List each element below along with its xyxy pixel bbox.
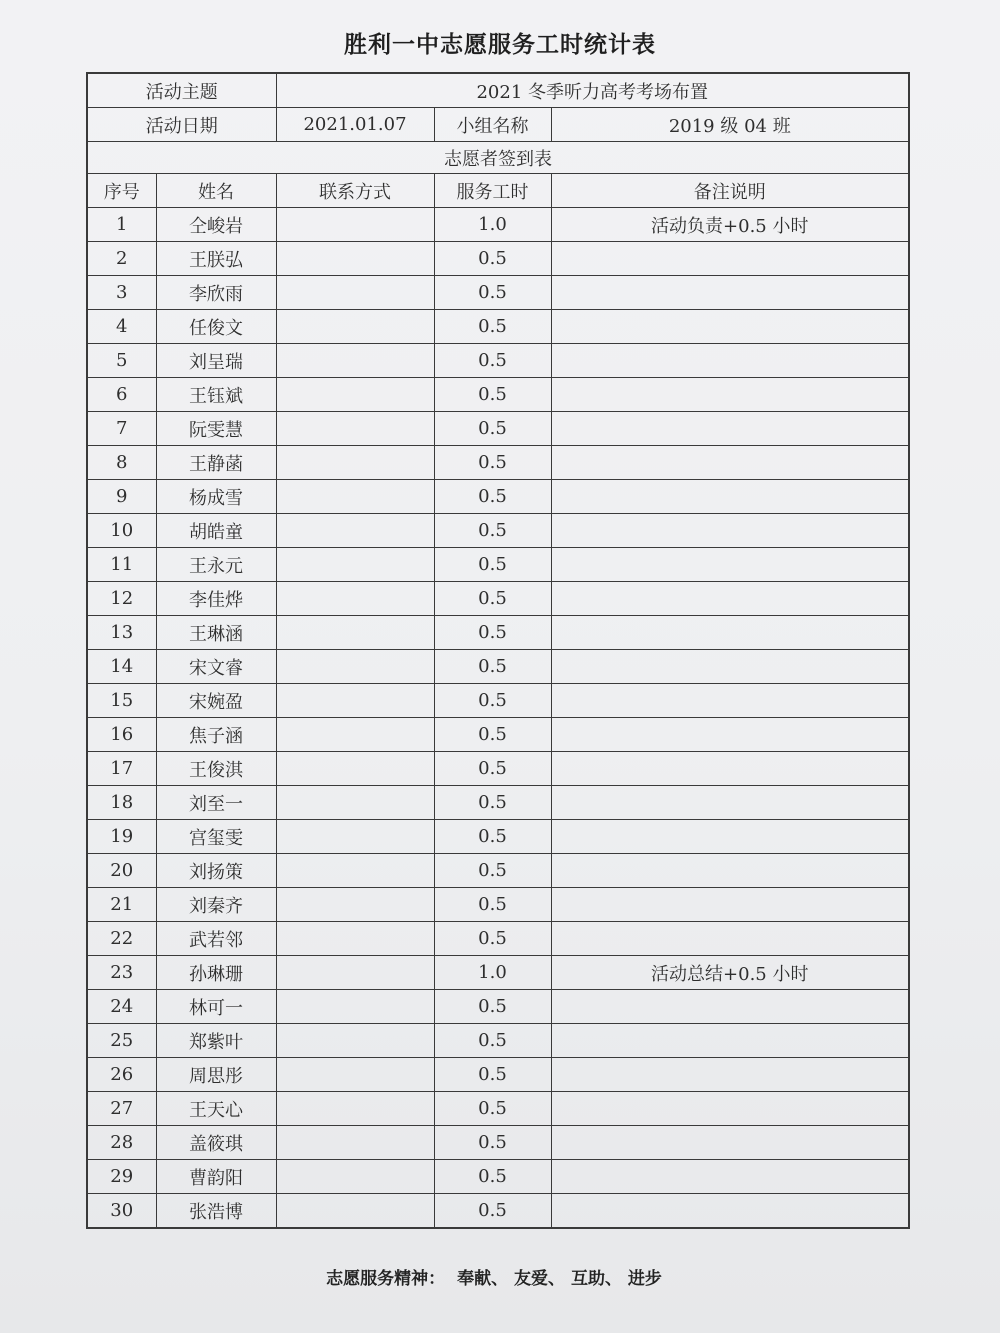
row-number: 23	[87, 956, 156, 990]
row-note	[551, 616, 909, 650]
row-number: 30	[87, 1194, 156, 1229]
row-contact	[276, 820, 434, 854]
row-number: 26	[87, 1058, 156, 1092]
row-name: 李佳烨	[156, 582, 276, 616]
row-note	[551, 276, 909, 310]
table-row	[87, 786, 909, 820]
row-name: 王静菡	[156, 446, 276, 480]
row-name: 宋婉盈	[156, 684, 276, 718]
table-row	[87, 650, 909, 684]
table-row	[87, 684, 909, 718]
row-name: 王琳涵	[156, 616, 276, 650]
row-contact	[276, 718, 434, 752]
col-header-no: 序号	[87, 174, 156, 208]
row-hours: 0.5	[434, 650, 551, 684]
row-name: 王永元	[156, 548, 276, 582]
row-name: 刘至一	[156, 786, 276, 820]
row-note	[551, 684, 909, 718]
row-note	[551, 480, 909, 514]
row-hours: 0.5	[434, 1126, 551, 1160]
row-contact	[276, 1092, 434, 1126]
row-number: 6	[87, 378, 156, 412]
row-name: 郑紫叶	[156, 1024, 276, 1058]
row-number: 20	[87, 854, 156, 888]
table-row	[87, 922, 909, 956]
table-row	[87, 548, 909, 582]
row-name: 林可一	[156, 990, 276, 1024]
row-contact	[276, 650, 434, 684]
table-row	[87, 1058, 909, 1092]
row-hours: 0.5	[434, 242, 551, 276]
row-hours: 0.5	[434, 412, 551, 446]
row-contact	[276, 276, 434, 310]
row-contact	[276, 412, 434, 446]
row-name: 刘呈瑞	[156, 344, 276, 378]
row-hours: 0.5	[434, 276, 551, 310]
row-hours: 0.5	[434, 1092, 551, 1126]
row-name: 武若邻	[156, 922, 276, 956]
topic-value: 2021 冬季听力高考考场布置	[276, 73, 909, 108]
row-contact	[276, 548, 434, 582]
row-note	[551, 990, 909, 1024]
row-name: 刘扬策	[156, 854, 276, 888]
row-name: 阮雯慧	[156, 412, 276, 446]
row-number: 4	[87, 310, 156, 344]
column-header-row	[87, 174, 909, 208]
row-name: 胡皓童	[156, 514, 276, 548]
row-hours: 0.5	[434, 446, 551, 480]
footer-label: 志愿服务精神：	[326, 1269, 446, 1289]
row-name: 任俊文	[156, 310, 276, 344]
table-row	[87, 1160, 909, 1194]
group-label: 小组名称	[434, 108, 551, 142]
row-hours: 0.5	[434, 310, 551, 344]
row-note	[551, 548, 909, 582]
col-header-name: 姓名	[156, 174, 276, 208]
row-number: 22	[87, 922, 156, 956]
row-note	[551, 650, 909, 684]
table-row	[87, 854, 909, 888]
row-hours: 0.5	[434, 752, 551, 786]
row-note	[551, 514, 909, 548]
row-note	[551, 786, 909, 820]
row-contact	[276, 1058, 434, 1092]
row-note	[551, 1092, 909, 1126]
row-hours: 0.5	[434, 1058, 551, 1092]
topic-label: 活动主题	[87, 73, 276, 108]
row-contact	[276, 1160, 434, 1194]
row-contact	[276, 956, 434, 990]
row-note	[551, 582, 909, 616]
row-name: 王钰斌	[156, 378, 276, 412]
row-number: 13	[87, 616, 156, 650]
row-number: 7	[87, 412, 156, 446]
col-header-contact: 联系方式	[276, 174, 434, 208]
row-number: 18	[87, 786, 156, 820]
row-number: 27	[87, 1092, 156, 1126]
row-hours: 0.5	[434, 548, 551, 582]
row-number: 24	[87, 990, 156, 1024]
row-note	[551, 310, 909, 344]
row-contact	[276, 242, 434, 276]
row-hours: 0.5	[434, 786, 551, 820]
row-contact	[276, 752, 434, 786]
date-label: 活动日期	[87, 108, 276, 142]
row-contact	[276, 446, 434, 480]
row-contact	[276, 786, 434, 820]
row-note	[551, 718, 909, 752]
row-hours: 0.5	[434, 922, 551, 956]
row-hours: 1.0	[434, 956, 551, 990]
table-row	[87, 820, 909, 854]
row-hours: 0.5	[434, 1024, 551, 1058]
row-hours: 0.5	[434, 1194, 551, 1229]
col-header-note: 备注说明	[551, 174, 909, 208]
table-row	[87, 1194, 909, 1229]
row-number: 15	[87, 684, 156, 718]
row-note	[551, 1126, 909, 1160]
table-row	[87, 276, 909, 310]
footer-values: 奉献、 友爱、 互助、 进步	[457, 1269, 662, 1289]
row-note	[551, 888, 909, 922]
row-name: 周思彤	[156, 1058, 276, 1092]
row-name: 盖筱琪	[156, 1126, 276, 1160]
table-row	[87, 310, 909, 344]
row-number: 11	[87, 548, 156, 582]
row-contact	[276, 922, 434, 956]
date-value: 2021.01.07	[276, 108, 434, 142]
row-hours: 1.0	[434, 208, 551, 242]
table-row	[87, 412, 909, 446]
row-number: 5	[87, 344, 156, 378]
signin-subtitle-row	[87, 142, 909, 174]
footer-motto	[0, 1264, 1000, 1289]
row-name: 杨成雪	[156, 480, 276, 514]
row-note	[551, 752, 909, 786]
row-hours: 0.5	[434, 718, 551, 752]
row-number: 28	[87, 1126, 156, 1160]
row-note	[551, 854, 909, 888]
row-contact	[276, 1126, 434, 1160]
row-contact	[276, 344, 434, 378]
row-number: 25	[87, 1024, 156, 1058]
row-number: 16	[87, 718, 156, 752]
table-row	[87, 208, 909, 242]
row-contact	[276, 888, 434, 922]
row-number: 2	[87, 242, 156, 276]
table-row	[87, 888, 909, 922]
topic-row	[87, 73, 909, 108]
row-name: 曹韵阳	[156, 1160, 276, 1194]
row-note	[551, 1194, 909, 1229]
row-name: 刘秦齐	[156, 888, 276, 922]
row-number: 19	[87, 820, 156, 854]
row-contact	[276, 310, 434, 344]
row-hours: 0.5	[434, 1160, 551, 1194]
row-name: 王朕弘	[156, 242, 276, 276]
row-contact	[276, 1024, 434, 1058]
row-note	[551, 1160, 909, 1194]
row-number: 12	[87, 582, 156, 616]
table-row	[87, 378, 909, 412]
row-contact	[276, 990, 434, 1024]
row-note	[551, 922, 909, 956]
table-row	[87, 1024, 909, 1058]
row-contact	[276, 854, 434, 888]
row-hours: 0.5	[434, 514, 551, 548]
row-note	[551, 412, 909, 446]
row-hours: 0.5	[434, 378, 551, 412]
row-name: 王俊淇	[156, 752, 276, 786]
group-value: 2019 级 04 班	[551, 108, 909, 142]
row-contact	[276, 1194, 434, 1229]
row-contact	[276, 514, 434, 548]
row-note: 活动负责+0.5 小时	[551, 208, 909, 242]
row-number: 9	[87, 480, 156, 514]
row-note: 活动总结+0.5 小时	[551, 956, 909, 990]
table-row	[87, 446, 909, 480]
row-note	[551, 1058, 909, 1092]
row-name: 孙琳珊	[156, 956, 276, 990]
row-hours: 0.5	[434, 480, 551, 514]
row-hours: 0.5	[434, 684, 551, 718]
row-name: 王天心	[156, 1092, 276, 1126]
row-name: 宫玺雯	[156, 820, 276, 854]
row-hours: 0.5	[434, 344, 551, 378]
row-hours: 0.5	[434, 820, 551, 854]
table-row	[87, 582, 909, 616]
table-row	[87, 1126, 909, 1160]
volunteer-hours-table	[86, 72, 910, 1229]
row-contact	[276, 582, 434, 616]
table-row	[87, 990, 909, 1024]
signin-subtitle: 志愿者签到表	[87, 142, 909, 174]
row-hours: 0.5	[434, 990, 551, 1024]
row-note	[551, 242, 909, 276]
row-number: 1	[87, 208, 156, 242]
row-number: 10	[87, 514, 156, 548]
row-hours: 0.5	[434, 854, 551, 888]
row-number: 8	[87, 446, 156, 480]
table-row	[87, 616, 909, 650]
row-name: 张浩博	[156, 1194, 276, 1229]
row-contact	[276, 684, 434, 718]
row-number: 29	[87, 1160, 156, 1194]
row-name: 宋文睿	[156, 650, 276, 684]
table-row	[87, 514, 909, 548]
table-row	[87, 752, 909, 786]
row-contact	[276, 616, 434, 650]
row-note	[551, 1024, 909, 1058]
row-contact	[276, 208, 434, 242]
row-number: 14	[87, 650, 156, 684]
table-row	[87, 1092, 909, 1126]
table-row	[87, 344, 909, 378]
row-number: 17	[87, 752, 156, 786]
row-number: 3	[87, 276, 156, 310]
table-row	[87, 718, 909, 752]
page-title: 胜利一中志愿服务工时统计表	[344, 32, 656, 58]
row-contact	[276, 378, 434, 412]
row-hours: 0.5	[434, 888, 551, 922]
row-contact	[276, 480, 434, 514]
row-note	[551, 820, 909, 854]
col-header-hours: 服务工时	[434, 174, 551, 208]
table-row	[87, 480, 909, 514]
row-note	[551, 446, 909, 480]
row-name: 李欣雨	[156, 276, 276, 310]
row-hours: 0.5	[434, 616, 551, 650]
row-number: 21	[87, 888, 156, 922]
row-note	[551, 344, 909, 378]
row-name: 焦子涵	[156, 718, 276, 752]
row-hours: 0.5	[434, 582, 551, 616]
table-row	[87, 956, 909, 990]
row-name: 仝峻岩	[156, 208, 276, 242]
date-group-row	[87, 108, 909, 142]
table-row	[87, 242, 909, 276]
row-note	[551, 378, 909, 412]
